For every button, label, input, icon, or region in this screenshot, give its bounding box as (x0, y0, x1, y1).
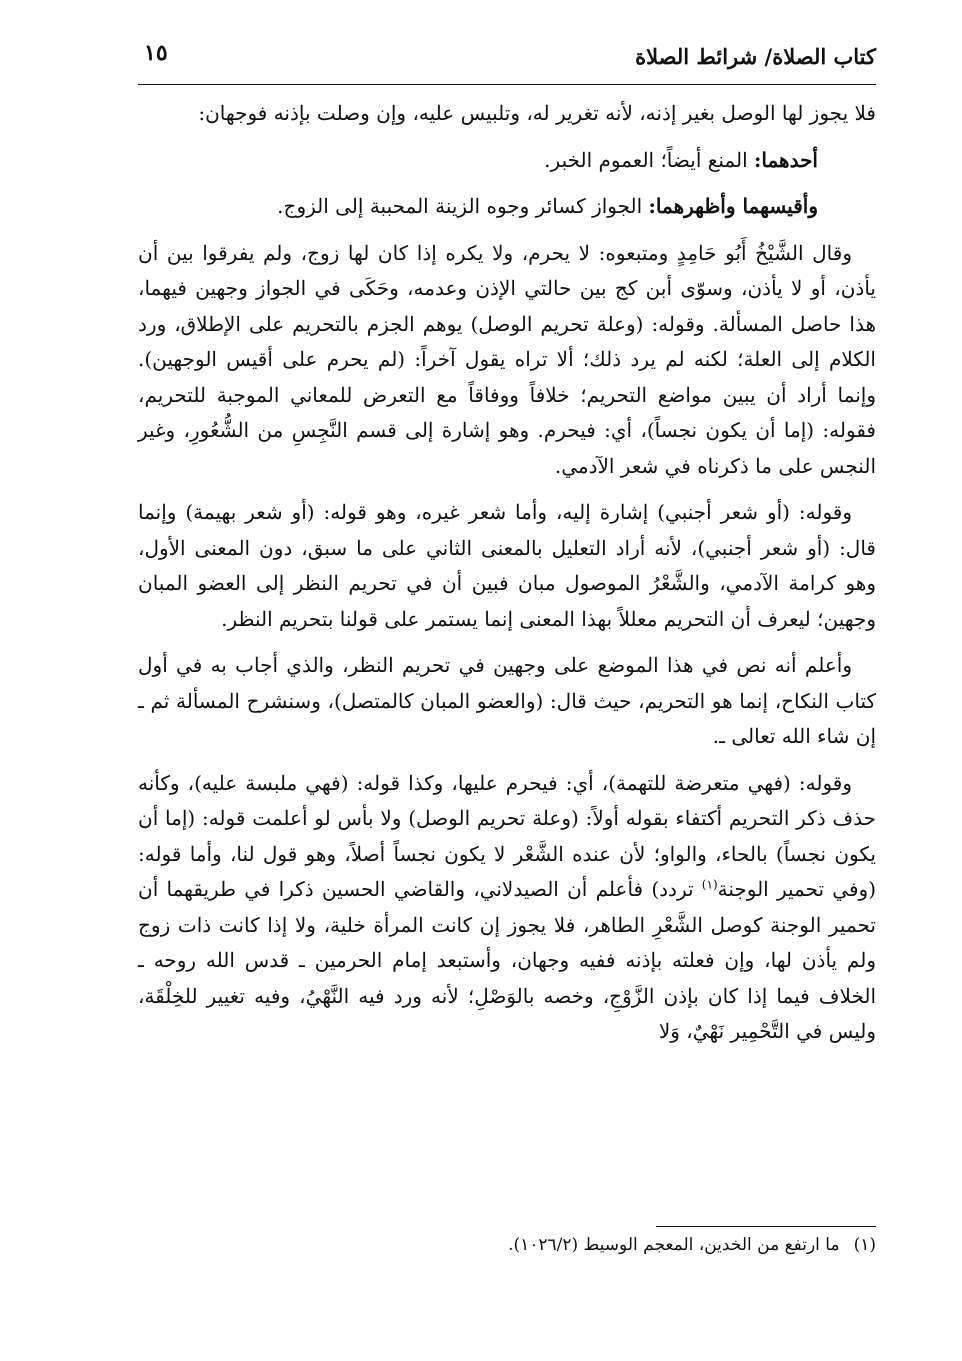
paragraph-lead: أحدهما: (753, 147, 818, 172)
paragraph-text: وقوله: (فهي متعرضة للتهمة)، أي: فيحرم عليها، وكذا قوله: (فهي ملبسة عليه)، وكأنه حذف ذكر التحريم أكتفاء بقوله أولاً: (وعلة تحريم الوصل) ولا بأس لو أعلمت قوله: (إما أن يكون نجساً) بالحاء، والواو؛ لأن عنده الشَّعْر لا يكون نجساً أصلاً، وهو قول لنا، وأما قوله: (وفي تحمير الوجنة (138, 770, 876, 901)
page-header (138, 34, 876, 78)
paragraph-text: وقوله: (أو شعر أجنبي) إشارة إليه، وأما شعر غيره، وهو قوله: (أو شعر بهيمة) وإنما قال: (أو شعر أجنبي)، لأنه أراد التعليل بالمعنى الثاني على ما سبق، دون المعنى الأول، وهو كرامة الآدمي، والشَّعْرُ الموصول مبان فبين أن في تحريم النظر إلى العضو المبان وجهين؛ ليعرف أن التحريم معللاً بهذا المعنى إنما يستمر على قولنا بتحريم النظر. (138, 500, 876, 631)
footnote (138, 1230, 878, 1260)
paragraph-text: الجواز كسائر وجوه الزينة المحببة إلى الزوج. (277, 194, 649, 218)
footnote-text: ما ارتفع من الخدين، المعجم الوسيط (١٠٢٦/٢). (508, 1235, 840, 1255)
paragraph-foreign-hair (138, 495, 876, 637)
paragraph-lead: وأقيسهما وأظهرهما: (648, 194, 818, 218)
header-divider (138, 84, 876, 85)
paragraph-text: فلا يجوز لها الوصل بغير إذنه، لأنه تغرير له، وتلبيس عليه، وإن وصلت بإذنه فوجهان: (198, 101, 876, 125)
paragraph-text: المنع أيضاً؛ العموم الخبر. (544, 147, 754, 172)
paragraph-nikah (138, 648, 876, 755)
page-number: ١٥ (144, 40, 168, 66)
paragraph-first-view (138, 143, 876, 179)
paragraph-abu-hamid (138, 236, 876, 485)
paragraph-text: وأعلم أنه نص في هذا الموضع على وجهين في تحريم النظر، والذي أجاب به في أول كتاب النكاح، إنما هو التحريم، حيث قال: (والعضو المبان كالمتصل)، وسنشرح المسألة ثم ـ إن شاء الله تعالى ـ. (138, 653, 876, 748)
paragraph-second-view (138, 189, 876, 225)
footnote-number: (١) (853, 1235, 876, 1255)
paragraph-text: تردد) فأعلم أن الصيدلاني، والقاضي الحسين ذكرا في طريقهما أن تحمير الوجنة كوصل الشَّعْرِ الطاهر، فلا يجوز إن كانت المرأة خلية، ولا إذا كانت ذات زوج ولم يأذن لها، وإن فعلته بإذنه ففيه وجهان، وأستبعد إمام الحرمين ـ قدس الله روحه ـ الخلاف فيما إذا كان بإذن الزَّوْجِ، وخصه بالوَصْلِ؛ لأنه ورد فيه النَّهْيُ، وفيه تغيير للخِلْقَة، وليس في التَّحْمِير نَهْيٌ، وَلا (138, 877, 876, 1043)
paragraph-continuation (138, 96, 876, 132)
footnote-reference[interactable]: (١) (701, 877, 718, 892)
running-title: كتاب الصلاة/ شرائط الصلاة (635, 44, 876, 69)
paragraph-text: وقال الشَّيْخُ أَبُو حَامِدٍ ومتبعوه: لا يحرم، ولا يكره إذا كان لها زوج، ولم يفرقوا بين أن يأذن، أو لا يأذن، وسوّى أبن كج بين حالتي الإذن وعدمه، وحَكَى في الجواز وجهين فيهما، هذا حاصل المسألة. وقوله: (وعلة تحريم الوصل) يوهم الجزم بالتحريم على الإطلاق، ورد الكلام إلى العلة؛ لكنه لم يرد ذلك؛ ألا تراه يقول آخراً: (لم يحرم على أقيس الوجهين). وإنما أراد أن يبين مواضع التحريم؛ خلافاً ووفاقاً مع التعرض للمعاني الموجبة للتحريم، فقوله: (إما أن يكون نجساً)، أي: فيحرم. وهو إشارة إلى قسم النَّجِسِ من الشُّعُورِ، وغير النجس على ما ذكرناه في شعر الآدمي. (138, 240, 876, 478)
paragraph-tahmir (138, 766, 876, 1050)
main-text (138, 96, 876, 1061)
footnote-divider (656, 1226, 876, 1227)
